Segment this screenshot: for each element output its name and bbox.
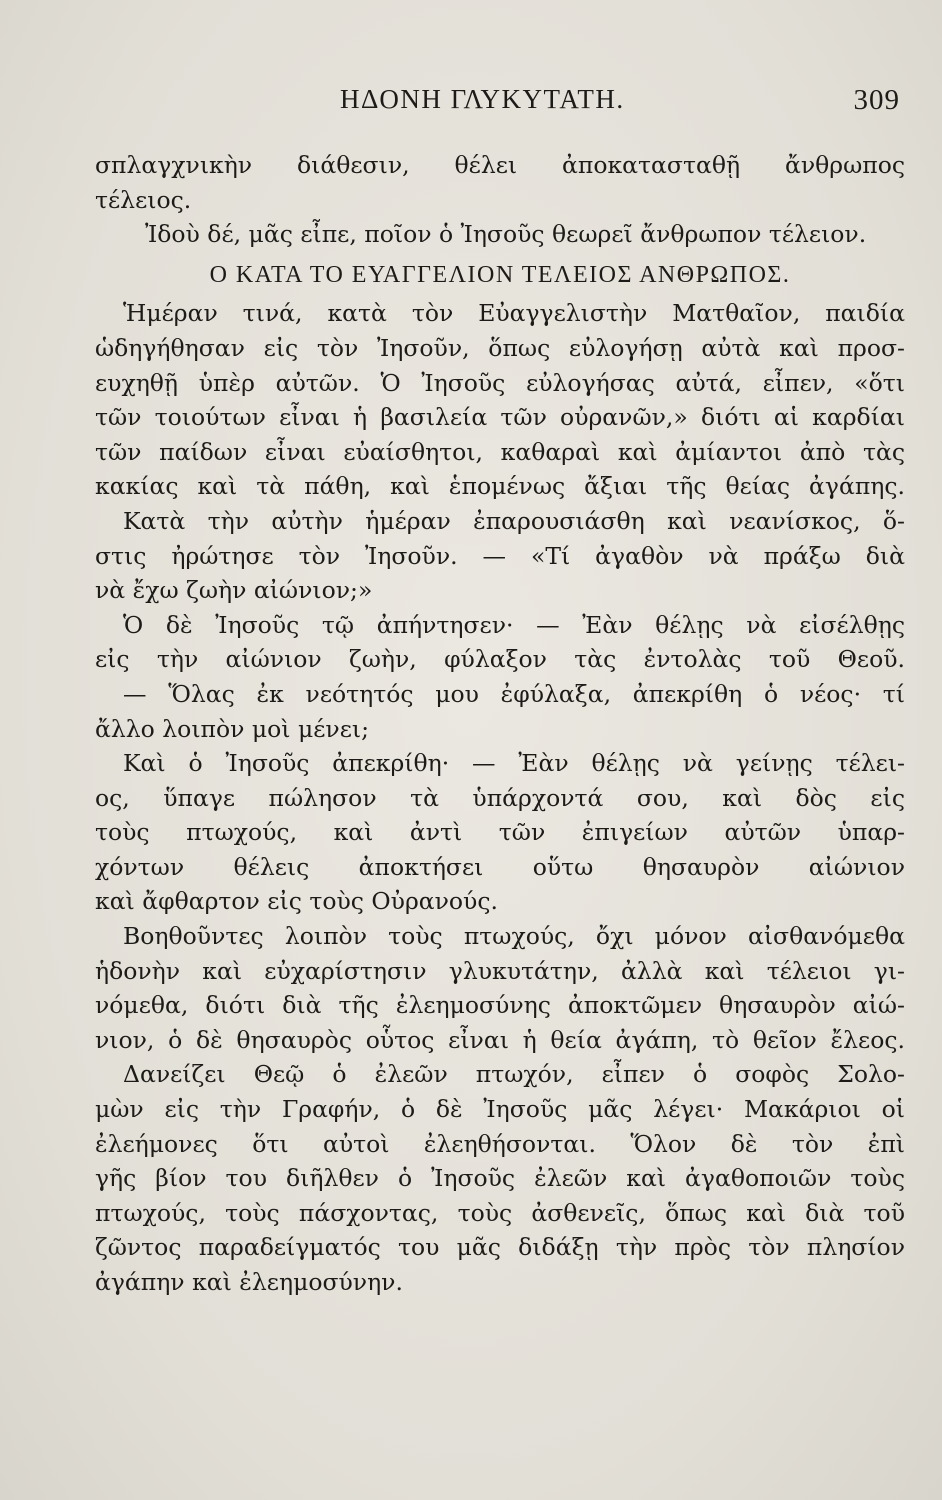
text-line: Καὶ ὁ Ἰησοῦς ἀπεκρίθη· — Ἐὰν θέλῃς νὰ γείνῃς τέλει-: [123, 749, 905, 778]
text-line: τῶν παίδων εἶναι εὐαίσθητοι, καθαραὶ καὶ ἀμίαντοι ἀπὸ τὰς: [95, 437, 905, 466]
text-line: ἀγάπην καὶ ἐλεημοσύνην.: [95, 1268, 403, 1296]
text-line: κακίας καὶ τὰ πάθη, καὶ ἑπομένως ἄξιαι τῆς θείας ἀγάπης.: [95, 472, 905, 501]
text-line: ἡδονὴν καὶ εὐχαρίστησιν γλυκυτάτην, ἀλλὰ καὶ τέλειοι γι-: [95, 956, 905, 985]
section-heading: Ο ΚΑΤΑ ΤΟ ΕΥΑΓΓΕΛΙΟΝ ΤΕΛΕΙΟΣ ΑΝΘΡΩΠΟΣ.: [209, 261, 791, 288]
text-line: πτωχούς, τοὺς πάσχοντας, τοὺς ἀσθενεῖς, ὅπως καὶ διὰ τοῦ: [95, 1198, 905, 1227]
text-line: στις ἠρώτησε τὸν Ἰησοῦν. — «Τί ἀγαθὸν νὰ πράξω διὰ: [95, 541, 905, 570]
text-line: Ἰδοὺ δέ, μᾶς εἶπε, ποῖον ὁ Ἰησοῦς θεωρεῖ ἄνθρωπον τέλειον.: [145, 220, 867, 249]
text-line: τοὺς πτωχούς, καὶ ἀντὶ τῶν ἐπιγείων αὐτῶν ὑπαρ-: [95, 818, 905, 847]
text-line: τέλειος.: [95, 185, 192, 214]
text-line: ἄλλο λοιπὸν μοὶ μένει;: [95, 714, 370, 743]
text-line: σπλαγχνικὴν διάθεσιν, θέλει ἀποκατασταθῇ ἄνθρωπος: [95, 151, 905, 179]
page-header: [110, 84, 900, 124]
text-line: Ὁ δὲ Ἰησοῦς τῷ ἀπήντησεν· — Ἐὰν θέλῃς νὰ εἰσέλθῃς: [123, 610, 905, 639]
text-line: μὼν εἰς τὴν Γραφήν, ὁ δὲ Ἰησοῦς μᾶς λέγει· Μακάριοι οἱ: [95, 1095, 905, 1124]
text-line: γῆς βίον του διῆλθεν ὁ Ἰησοῦς ἐλεῶν καὶ ἀγαθοποιῶν τοὺς: [95, 1164, 905, 1193]
text-line: ἐλεήμονες ὅτι αὐτοὶ ἐλεηθήσονται. Ὅλον δὲ τὸν ἐπὶ: [95, 1129, 905, 1158]
text-line: ευχηθῇ ὑπὲρ αὐτῶν. Ὁ Ἰησοῦς εὐλογήσας αὐτά, εἶπεν, «ὅτι: [95, 368, 905, 397]
text-line: νόμεθα, διότι διὰ τῆς ἐλεημοσύνης ἀποκτῶμεν θησαυρὸν αἰώ-: [95, 991, 905, 1020]
text-line: χόντων θέλεις ἀποκτήσει οὕτω θησαυρὸν αἰώνιον: [95, 852, 905, 881]
text-line: ος, ὕπαγε πώλησον τὰ ὑπάρχοντά σου, καὶ δὸς εἰς: [95, 783, 905, 812]
text-line: νιον, ὁ δὲ θησαυρὸς οὗτος εἶναι ἡ θεία ἀγάπη, τὸ θεῖον ἔλεος.: [95, 1025, 905, 1054]
text-line: — Ὅλας ἐκ νεότητός μου ἐφύλαξα, ἀπεκρίθη ὁ νέος· τί: [123, 679, 905, 708]
body-text: [95, 148, 905, 1300]
text-line: εἰς τὴν αἰώνιον ζωὴν, φύλαξον τὰς ἐντολὰς τοῦ Θεοῦ.: [95, 645, 905, 674]
text-line: καὶ ἄφθαρτον εἰς τοὺς Οὐρανούς.: [95, 887, 498, 916]
text-line: ὡδηγήθησαν εἰς τὸν Ἰησοῦν, ὅπως εὐλογήσῃ αὐτὰ καὶ προσ-: [95, 333, 905, 362]
text-line: Κατὰ τὴν αὐτὴν ἡμέραν ἐπαρουσιάσθη καὶ νεανίσκος, ὅ-: [123, 506, 905, 535]
text-line: νὰ ἔχω ζωὴν αἰώνιον;»: [95, 576, 373, 605]
text-line: Δανείζει Θεῷ ὁ ἐλεῶν πτωχόν, εἶπεν ὁ σοφὸς Σολο-: [123, 1060, 905, 1089]
text-line: ζῶντος παραδείγματός του μᾶς διδάξῃ τὴν πρὸς τὸν πλησίον: [95, 1233, 905, 1262]
page-number: 309: [853, 84, 900, 116]
running-title: ΗΔΟΝΗ ΓΛΥΚΥΤΑΤΗ.: [340, 84, 625, 114]
text-line: τῶν τοιούτων εἶναι ἡ βασιλεία τῶν οὐρανῶν,» διότι αἱ καρδίαι: [95, 403, 905, 432]
text-line: Ἡμέραν τινά, κατὰ τὸν Εὐαγγελιστὴν Ματθαῖον, παιδία: [123, 299, 905, 328]
text-line: Βοηθοῦντες λοιπὸν τοὺς πτωχούς, ὄχι μόνον αἰσθανόμεθα: [123, 922, 905, 951]
